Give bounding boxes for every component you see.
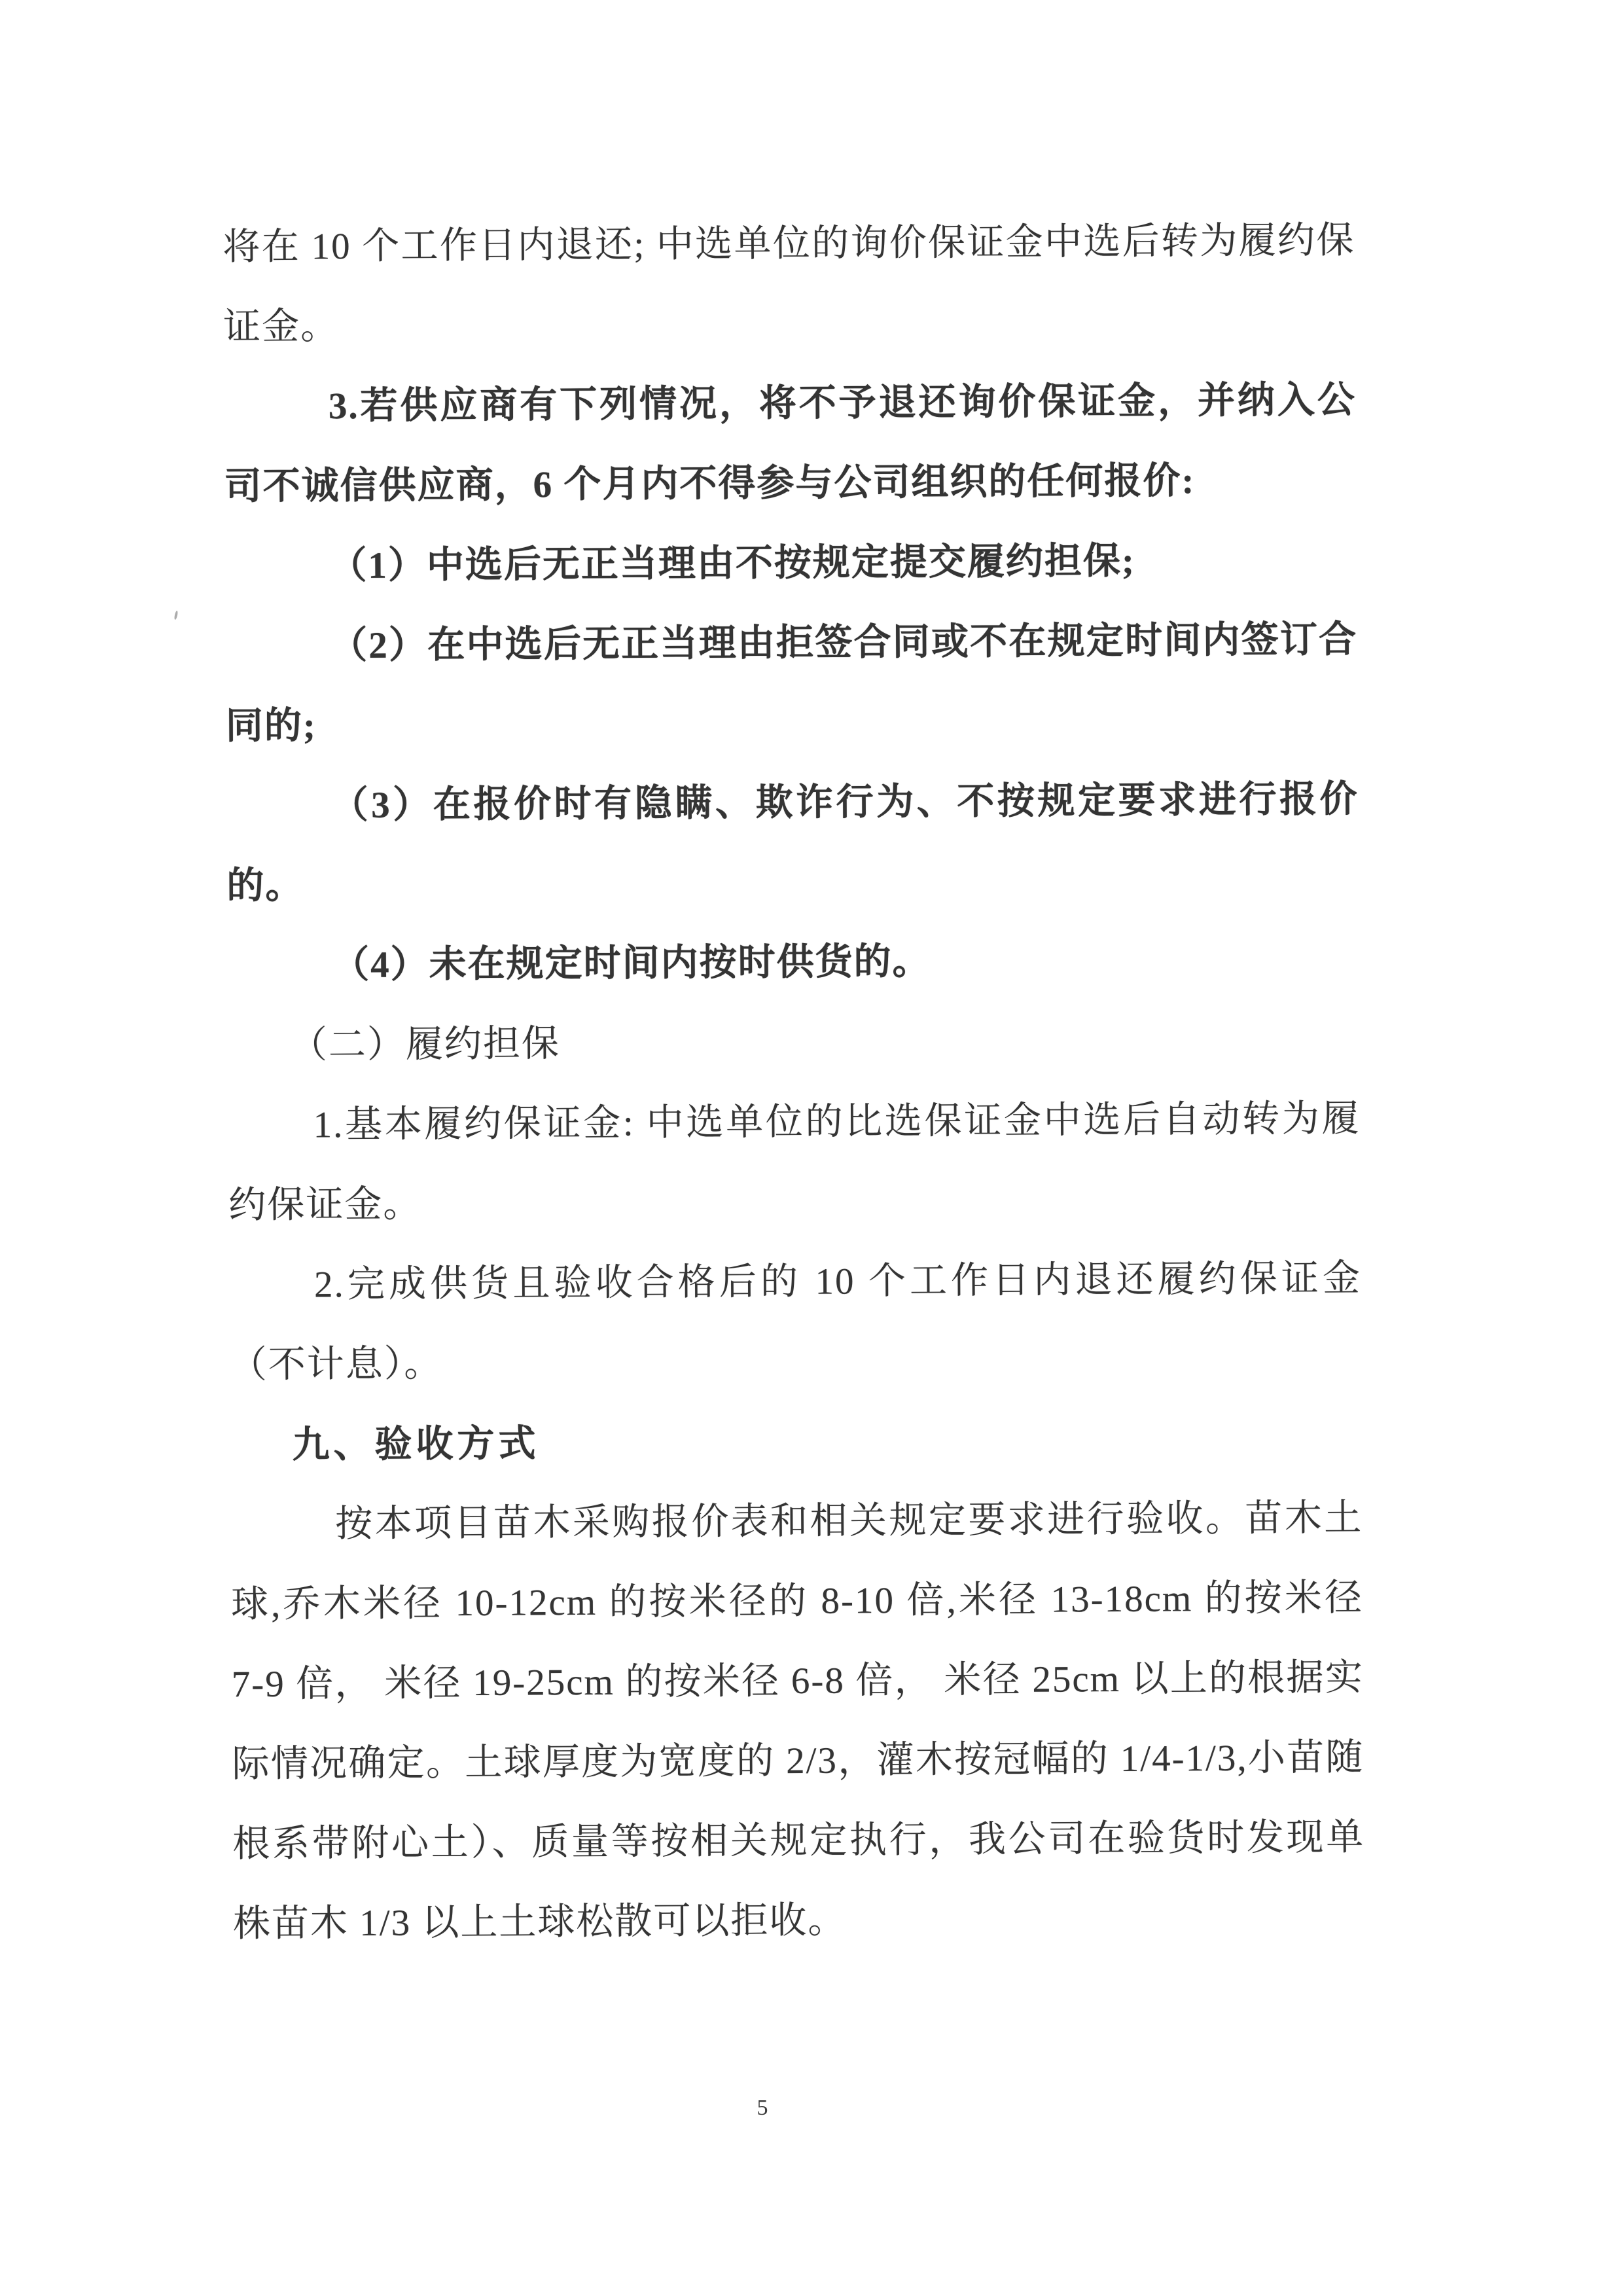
section-2-performance-guarantee-title: （二）履约担保 [289,1023,561,1066]
item-3-fraud-in-quotation: （3）在报价时有隐瞒、欺诈行为、不按规定要求进行报价的。 [226,778,1359,907]
page-number: 5 [757,2096,768,2120]
scan-speck [174,611,179,620]
item-1-no-performance-guarantee: （1）中选后无正当理由不按规定提交履约担保; [329,540,1136,587]
acceptance-method-body: 按本项目苗木采购报价表和相关规定要求进行验收。苗木土球,乔木米径 10-12cm 的按米径的 8-10 倍,米径 13-18cm 的按米径 7-9 倍， 米径 19-25cm 的按米径 6-8 倍， 米径 25cm 以上的根据实际情况确定。土球厚度为宽度的 2/3，灌木按冠幅的 1/4-1/3,小苗随根系带附心土）、质量等按相关规定执行，我公司在验货时发现单株苗木 1/3 以上土球松散可以拒收。 [230,1497,1365,1945]
document-text-column [223,201,1365,1965]
subclause-2-bond-refund: 2.完成供货且验收合格后的 10 个工作日内退还履约保证金（不计息）。 [229,1257,1362,1386]
paragraph-continuation-deposit-refund: 将在 10 个工作日内退还; 中选单位的询价保证金中选后转为履约保证金。 [223,219,1355,348]
subclause-1-basic-performance-bond: 1.基本履约保证金: 中选单位的比选保证金中选后自动转为履约保证金。 [228,1098,1361,1227]
section-9-acceptance-method-heading: 九、验收方式 [292,1422,540,1466]
item-2-refuse-contract: （2）在中选后无正当理由拒签合同或不在规定时间内签订合同的; [225,619,1358,747]
clause-3-supplier-violations: 3.若供应商有下列情况，将不予退还询价保证金，并纳入公司不诚信供应商，6 个月内不得参与公司组织的任何报价: [224,379,1357,508]
item-4-late-delivery: （4）未在规定时间内按时供货的。 [331,941,931,986]
scan-speck [648,552,650,554]
